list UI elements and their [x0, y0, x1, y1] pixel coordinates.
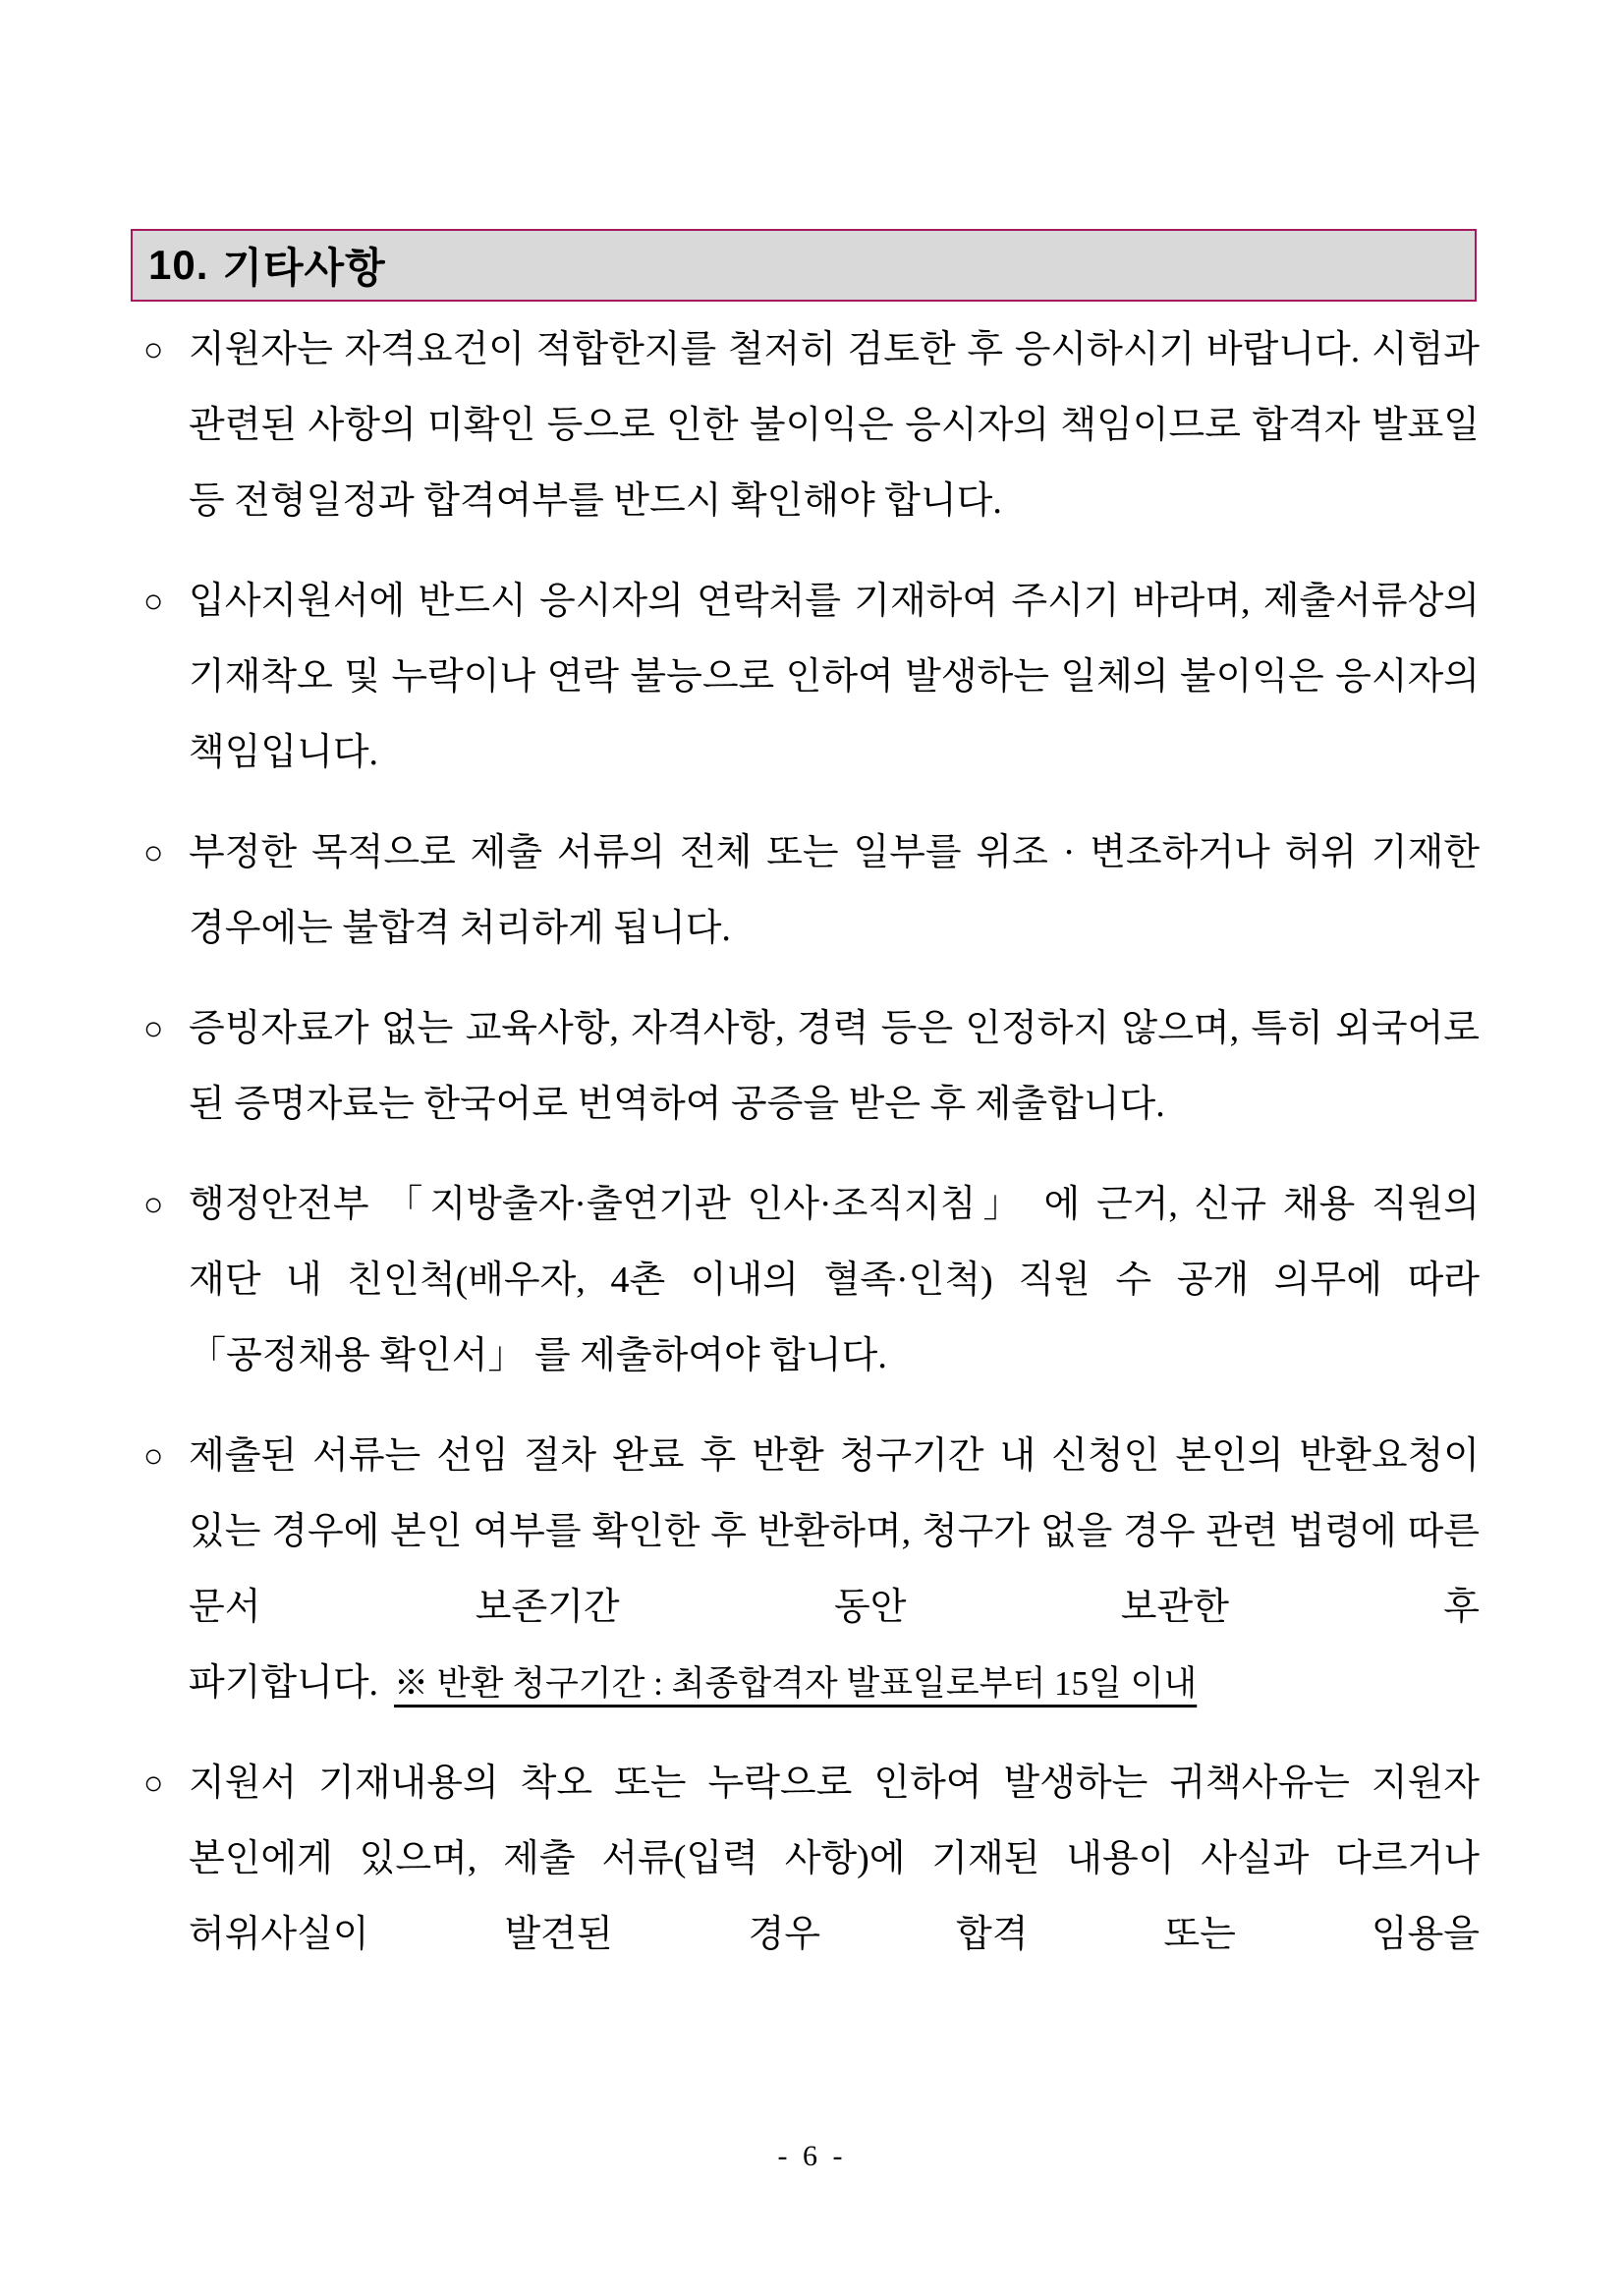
bullet-text: 지원서 기재내용의 착오 또는 누락으로 인하여 발생하는 귀책사유는 지원자 본인에게 있으며, 제출 서류(입력 사항)에 기재된 내용이 사실과 다르거나 허위사실이 발견된 경우 합격 또는 임용을 — [189, 1763, 1480, 1955]
page-number: - 6 - — [777, 2140, 847, 2172]
circle-bullet-icon: ○ — [143, 1011, 164, 1047]
bullet-list — [143, 312, 1480, 1997]
circle-bullet-icon: ○ — [143, 332, 164, 368]
list-item — [143, 312, 1480, 539]
section-number: 10. — [148, 242, 209, 288]
list-item — [143, 1167, 1480, 1394]
circle-bullet-icon: ○ — [143, 1438, 164, 1475]
circle-bullet-icon: ○ — [143, 1765, 164, 1802]
section-header — [131, 229, 1477, 302]
circle-bullet-icon: ○ — [143, 584, 164, 620]
list-item — [143, 564, 1480, 791]
list-item — [143, 1419, 1480, 1721]
list-item — [143, 1746, 1480, 1973]
bullet-text: 제출된 서류는 선임 절차 완료 후 반환 청구기간 내 신청인 본인의 반환요청이 있는 경우에 본인 여부를 확인한 후 반환하며, 청구가 없을 경우 관련 법령에 따른 문서 보존기간 동안 보관한 후 파기합니다. — [189, 1435, 1480, 1704]
bullet-note-underlined: ※ 반환 청구기간 : 최종합격자 발표일로부터 15일 이내 — [394, 1664, 1198, 1703]
bullet-text: 지원자는 자격요건이 적합한지를 철저히 검토한 후 응시하시기 바랍니다. 시험과 관련된 사항의 미확인 등으로 인한 불이익은 응시자의 책임이므로 합격자 발표일 등 전형일정과 합격여부를 반드시 확인해야 합니다. — [189, 329, 1480, 522]
bullet-text: 행정안전부 「지방출자·출연기관 인사·조직지침」 에 근거, 신규 채용 직원의 재단 내 친인척(배우자, 4촌 이내의 혈족·인척) 직원 수 공개 의무에 따라 「공정채용 확인서」 를 제출하여야 합니다. — [189, 1184, 1480, 1376]
bullet-text: 증빙자료가 없는 교육사항, 자격사항, 경력 등은 인정하지 않으며, 특히 외국어로 된 증명자료는 한국어로 번역하여 공증을 받은 후 제출합니다. — [189, 1008, 1480, 1125]
list-item — [143, 991, 1480, 1143]
bullet-text: 입사지원서에 반드시 응시자의 연락처를 기재하여 주시기 바라며, 제출서류상의 기재착오 및 누락이나 연락 불능으로 인하여 발생하는 일체의 불이익은 응시자의 책임입니다. — [189, 581, 1480, 773]
bullet-text: 부정한 목적으로 제출 서류의 전체 또는 일부를 위조 · 변조하거나 허위 기재한 경우에는 불합격 처리하게 됩니다. — [189, 832, 1480, 949]
list-item — [143, 815, 1480, 967]
circle-bullet-icon: ○ — [143, 1187, 164, 1223]
circle-bullet-icon: ○ — [143, 835, 164, 871]
section-title: 기타사항 — [222, 245, 386, 291]
